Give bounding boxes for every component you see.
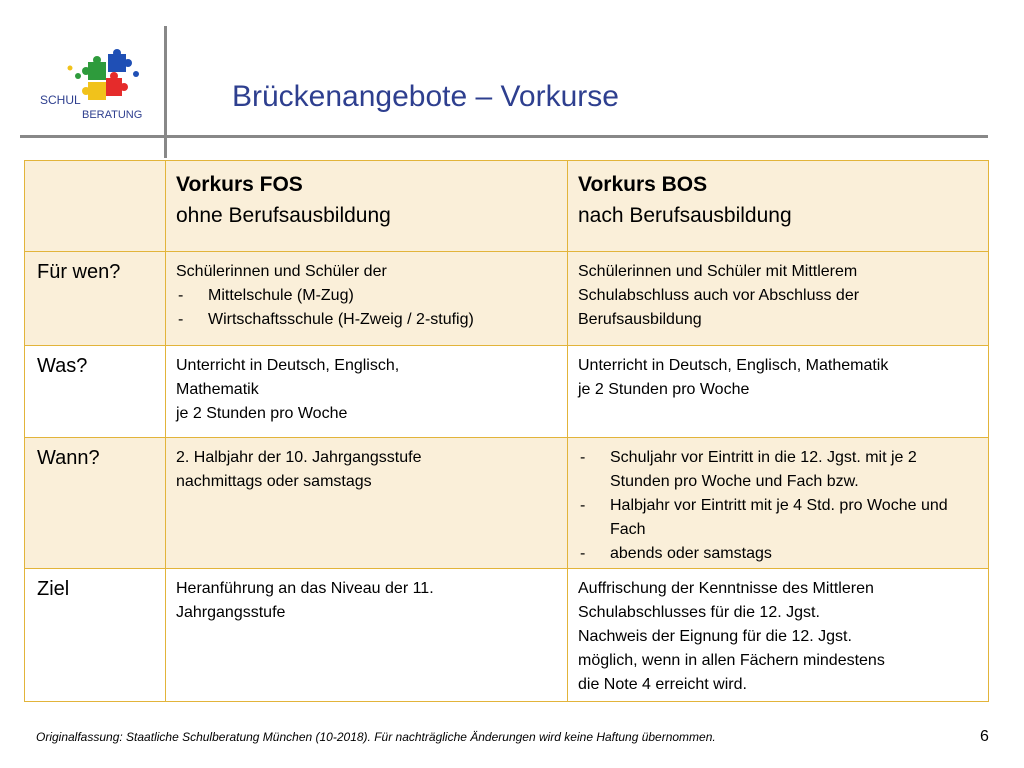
logo-text-bottom: BERATUNG [82,109,143,121]
table-row [25,569,989,702]
frame-horizontal-line [20,135,988,138]
header-fos-subtitle: ohne Berufsausbildung [176,204,391,227]
fos-text-line: Mathematik [176,381,259,398]
list-item: - Halbjahr vor Eintritt mit je 4 Std. pro Woche und Fach [578,494,978,542]
slide-title: Brückenangebote – Vorkurse [232,80,619,113]
row-label: Für wen? [37,261,121,283]
frame-vertical-line [164,26,167,158]
logo-text-top: SCHUL [40,93,81,107]
header-bos-title: Vorkurs BOS [578,173,708,196]
schulberatung-logo [40,48,158,124]
fos-text-line: Unterricht in Deutsch, Englisch, [176,357,400,374]
table-row [25,438,989,569]
bos-list [578,446,978,566]
bos-text-line: möglich, wenn in allen Fächern mindestens [578,652,885,669]
list-item: - Schuljahr vor Eintritt in die 12. Jgst. mit je 2 Stunden pro Woche und Fach bzw. [578,446,978,494]
fos-text-line: nachmittags oder samstags [176,473,372,490]
fos-text-line: je 2 Stunden pro Woche [176,405,348,422]
footer-note: Originalfassung: Staatliche Schulberatung München (10-2018). Für nachträgliche Änderungen wird keine Haftung übernommen. [36,730,716,744]
bos-text-line: Auffrischung der Kenntnisse des Mittleren [578,580,874,597]
header-fos-cell [166,161,568,252]
header-empty-cell [25,161,166,252]
bos-text-line: Schulabschluss auch vor Abschluss der [578,287,860,304]
list-item: - abends oder samstags [578,542,978,566]
row-label: Wann? [37,447,100,469]
header-bos-subtitle: nach Berufsausbildung [578,204,792,227]
row-label: Ziel [37,578,70,600]
table-header-row [25,161,989,252]
fos-list [176,284,557,332]
table-row [25,252,989,346]
table-row [25,346,989,438]
row-label: Was? [37,355,88,377]
fos-text-line: Jahrgangsstufe [176,604,286,621]
bos-text-line: je 2 Stunden pro Woche [578,381,750,398]
fos-intro-text: Schülerinnen und Schüler der [176,263,387,280]
bos-text-line: Unterricht in Deutsch, Englisch, Mathematik [578,357,889,374]
bos-text-line: Berufsausbildung [578,311,702,328]
header-bos-cell [568,161,989,252]
comparison-table [24,160,989,702]
bos-text-line: Nachweis der Eignung für die 12. Jgst. [578,628,852,645]
header-fos-title: Vorkurs FOS [176,173,303,196]
list-item: - Wirtschaftsschule (H-Zweig / 2-stufig) [176,308,557,332]
bos-text-line: Schülerinnen und Schüler mit Mittlerem [578,263,858,280]
list-item: - Mittelschule (M-Zug) [176,284,557,308]
bos-text-line: Schulabschlusses für die 12. Jgst. [578,604,820,621]
bos-text-line: die Note 4 erreicht wird. [578,676,747,693]
fos-text-line: Heranführung an das Niveau der 11. [176,580,434,597]
fos-text-line: 2. Halbjahr der 10. Jahrgangsstufe [176,449,422,466]
page-number: 6 [980,728,989,745]
